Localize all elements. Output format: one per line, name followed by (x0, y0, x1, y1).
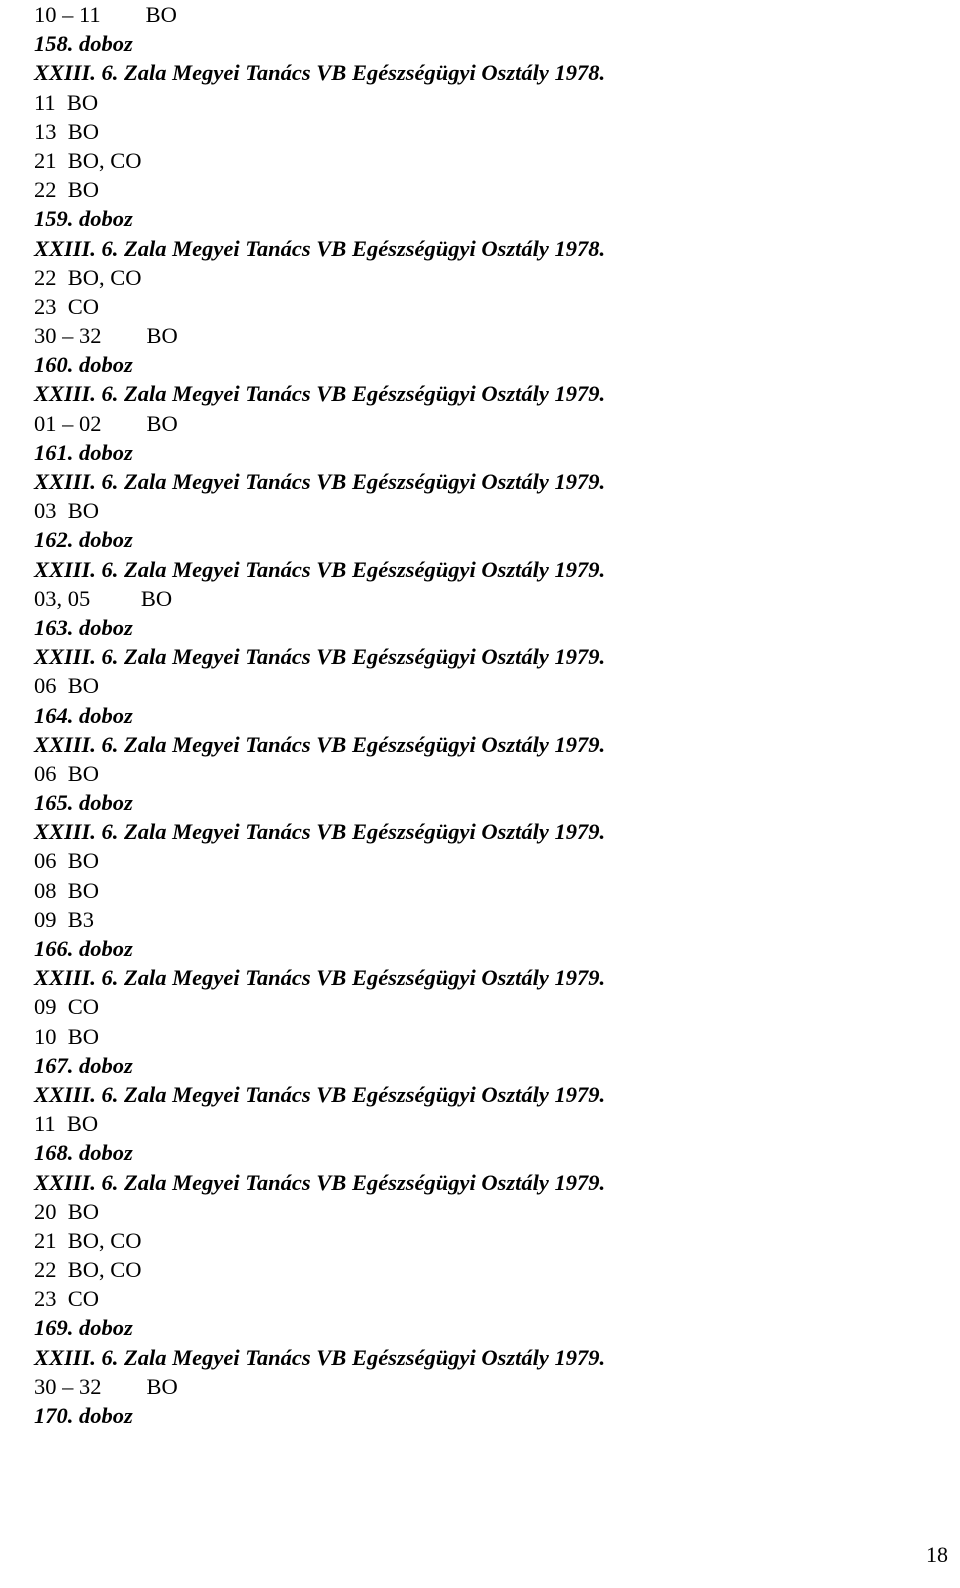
box-heading: 165. doboz (34, 790, 133, 816)
entry-line: 03 BO (34, 498, 100, 524)
series-heading: XXIII. 6. Zala Megyei Tanács VB Egészségügyi Osztály 1979. (34, 1169, 606, 1195)
box-heading: 160. doboz (34, 352, 133, 378)
box-heading: 159. doboz (34, 206, 133, 232)
page-number: 18 (926, 1542, 948, 1567)
box-heading: 169. doboz (34, 1315, 133, 1341)
box-heading: 162. doboz (34, 527, 133, 553)
entry-line: 01 – 02 BO (34, 410, 178, 436)
series-heading: XXIII. 6. Zala Megyei Tanács VB Egészségügyi Osztály 1979. (34, 965, 606, 991)
entry-line: 06 BO (34, 848, 100, 874)
entry-line: 08 BO (34, 877, 100, 903)
entry-line: 22 BO, CO (34, 264, 142, 290)
series-heading: XXIII. 6. Zala Megyei Tanács VB Egészségügyi Osztály 1979. (34, 1344, 606, 1370)
box-heading: 166. doboz (34, 936, 133, 961)
entry-line: 03, 05 BO (34, 585, 173, 611)
entry-line: 21 BO, CO (34, 147, 142, 173)
series-heading: XXIII. 6. Zala Megyei Tanács VB Egészségügyi Osztály 1979. (34, 556, 606, 582)
entry-line: 11 BO (34, 89, 99, 115)
entry-line: 06 BO (34, 760, 100, 786)
series-heading: XXIII. 6. Zala Megyei Tanács VB Egészségügyi Osztály 1978. (34, 235, 606, 261)
box-heading: 164. doboz (34, 702, 133, 728)
entry-line: 22 BO (34, 177, 100, 203)
series-heading: XXIII. 6. Zala Megyei Tanács VB Egészségügyi Osztály 1979. (34, 469, 606, 494)
entry-line: 10 – 11 BO (34, 2, 177, 27)
entry-line: 09 CO (34, 994, 100, 1020)
entry-line: 22 BO, CO (34, 1257, 142, 1283)
entry-line: 20 BO (34, 1198, 100, 1224)
document-body (34, 0, 914, 1430)
box-heading: 163. doboz (34, 614, 133, 640)
entry-line: 23 CO (34, 293, 100, 319)
entry-line: 30 – 32 BO (34, 1373, 178, 1399)
series-heading: XXIII. 6. Zala Megyei Tanács VB Egészségügyi Osztály 1979. (34, 644, 606, 670)
series-heading: XXIII. 6. Zala Megyei Tanács VB Egészségügyi Osztály 1979. (34, 381, 606, 407)
entry-line: 09 B3 (34, 906, 95, 932)
box-heading: 168. doboz (34, 1140, 133, 1166)
box-heading: 158. doboz (34, 31, 133, 57)
entry-line: 13 BO (34, 118, 100, 144)
entry-line: 30 – 32 BO (34, 323, 178, 349)
box-heading: 167. doboz (34, 1052, 133, 1078)
series-heading: XXIII. 6. Zala Megyei Tanács VB Egészségügyi Osztály 1979. (34, 731, 606, 757)
series-heading: XXIII. 6. Zala Megyei Tanács VB Egészségügyi Osztály 1979. (34, 1081, 606, 1107)
entry-line: 10 BO (34, 1023, 100, 1049)
entry-line: 11 BO (34, 1111, 99, 1137)
box-heading: 170. doboz (34, 1403, 133, 1428)
entry-line: 23 CO (34, 1286, 100, 1312)
series-heading: XXIII. 6. Zala Megyei Tanács VB Egészségügyi Osztály 1978. (34, 60, 606, 86)
series-heading: XXIII. 6. Zala Megyei Tanács VB Egészségügyi Osztály 1979. (34, 819, 606, 845)
entry-line: 21 BO, CO (34, 1227, 142, 1253)
box-heading: 161. doboz (34, 439, 133, 465)
entry-line: 06 BO (34, 673, 100, 699)
